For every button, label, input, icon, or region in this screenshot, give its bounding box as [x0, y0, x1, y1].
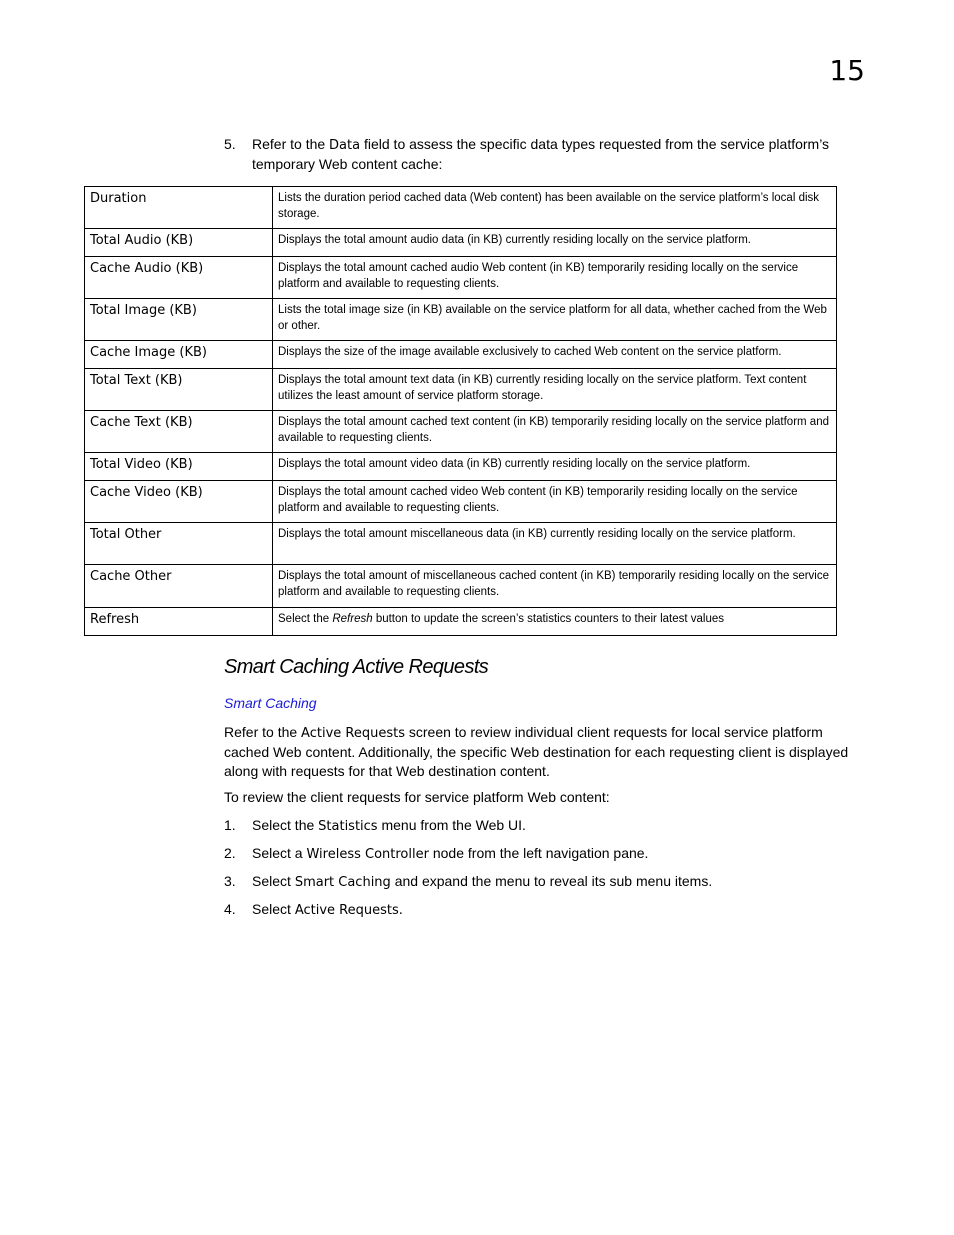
field-description: Displays the total amount text data (in KB) currently residing locally on the service platform. Text content utilizes the least amount of service platform storage.: [273, 369, 837, 411]
field-name: Cache Video (KB): [85, 481, 273, 523]
field-description: Displays the total amount cached video Web content (in KB) temporarily residing locally on the service platform and available to requesting clients.: [273, 481, 837, 523]
intro-paragraph: [224, 723, 864, 781]
ui-term: Wireless Controller: [306, 847, 429, 862]
field-description: Displays the total amount cached text content (in KB) temporarily residing locally on the service platform and available to requesting clients.: [273, 411, 837, 453]
desc-emphasis: Refresh: [332, 613, 373, 625]
table-row: [85, 523, 837, 565]
field-name: Cache Audio (KB): [85, 257, 273, 299]
step-text: [252, 844, 864, 864]
step-number: 1.: [224, 817, 236, 833]
intro-post: screen to review individual client requests for local service platform cached Web content. Additionally, the specific Web destination for each requesting client is displayed along with requests for that Web destination content.: [224, 724, 849, 779]
field-description: Displays the total amount of miscellaneous cached content (in KB) temporarily residing locally on the service platform and available to requesting clients.: [273, 565, 837, 608]
data-fields-table: [84, 186, 837, 636]
table-row: [85, 565, 837, 608]
table-row: [85, 453, 837, 481]
table-row: [85, 229, 837, 257]
step-number: 4.: [224, 901, 236, 917]
field-description: Displays the total amount miscellaneous data (in KB) currently residing locally on the service platform.: [273, 523, 837, 565]
table-row: [85, 257, 837, 299]
field-name: Cache Image (KB): [85, 341, 273, 369]
field-name: Total Text (KB): [85, 369, 273, 411]
step-text: [252, 900, 864, 920]
step-text-post: menu from the Web UI.: [377, 817, 526, 833]
field-description: Displays the total amount cached audio Web content (in KB) temporarily residing locally on the service platform and available to requesting clients.: [273, 257, 837, 299]
step-4: [224, 900, 864, 920]
step-text: [252, 135, 874, 174]
field-description: Lists the duration period cached data (Web content) has been available on the service platform’s local disk storage.: [273, 187, 837, 229]
field-description: Displays the size of the image available exclusively to cached Web content on the service platform.: [273, 341, 837, 369]
step-text-pre: Select the: [252, 817, 319, 833]
ui-term: Smart Caching: [294, 875, 391, 890]
step-text-pre: Select a: [252, 845, 307, 861]
step-2: [224, 844, 864, 864]
step-text-post: node from the left navigation pane.: [428, 845, 649, 861]
step-5: [224, 135, 874, 174]
table-row: [85, 411, 837, 453]
chapter-number: 15: [829, 54, 865, 87]
table-row: [85, 369, 837, 411]
step-text: [252, 872, 864, 892]
field-description: [273, 608, 837, 636]
ui-term: Statistics: [318, 819, 378, 834]
ui-term: Active Requests.: [294, 903, 403, 918]
table-row: [85, 299, 837, 341]
table-row: [85, 481, 837, 523]
field-description: Lists the total image size (in KB) available on the service platform for all data, whether cached from the Web or other.: [273, 299, 837, 341]
step-text-pre: Refer to the: [252, 136, 330, 152]
step-text-post: field to assess the specific data types requested from the service platform’s temporary Web content cache:: [252, 136, 830, 172]
ui-term-data: Data: [329, 138, 361, 153]
step-number: 2.: [224, 845, 236, 861]
field-name: Total Audio (KB): [85, 229, 273, 257]
step-text: [252, 816, 864, 836]
table-row: [85, 608, 837, 636]
field-description: Displays the total amount audio data (in KB) currently residing locally on the service platform.: [273, 229, 837, 257]
lead-paragraph: To review the client requests for service platform Web content:: [224, 789, 610, 805]
desc-pre: Select the: [278, 613, 333, 625]
smart-caching-link[interactable]: Smart Caching: [224, 695, 317, 711]
ui-term-active-requests: Active Requests: [301, 726, 405, 741]
step-3: [224, 872, 864, 892]
field-name: Total Video (KB): [85, 453, 273, 481]
field-name: Cache Other: [85, 565, 273, 608]
section-title: Smart Caching Active Requests: [224, 656, 489, 678]
step-1: [224, 816, 864, 836]
field-name: Refresh: [85, 608, 273, 636]
step-number: 3.: [224, 873, 236, 889]
step-text-pre: Select: [252, 901, 295, 917]
field-name: Total Image (KB): [85, 299, 273, 341]
field-description: Displays the total amount video data (in KB) currently residing locally on the service platform.: [273, 453, 837, 481]
desc-post: button to update the screen’s statistics counters to their latest values: [372, 613, 724, 625]
table-row: [85, 341, 837, 369]
table-row: [85, 187, 837, 229]
step-number: 5.: [224, 136, 236, 152]
intro-pre: Refer to the: [224, 724, 302, 740]
step-text-post: and expand the menu to reveal its sub menu items.: [390, 873, 713, 889]
step-text-pre: Select: [252, 873, 295, 889]
field-name: Cache Text (KB): [85, 411, 273, 453]
field-name: Duration: [85, 187, 273, 229]
field-name: Total Other: [85, 523, 273, 565]
